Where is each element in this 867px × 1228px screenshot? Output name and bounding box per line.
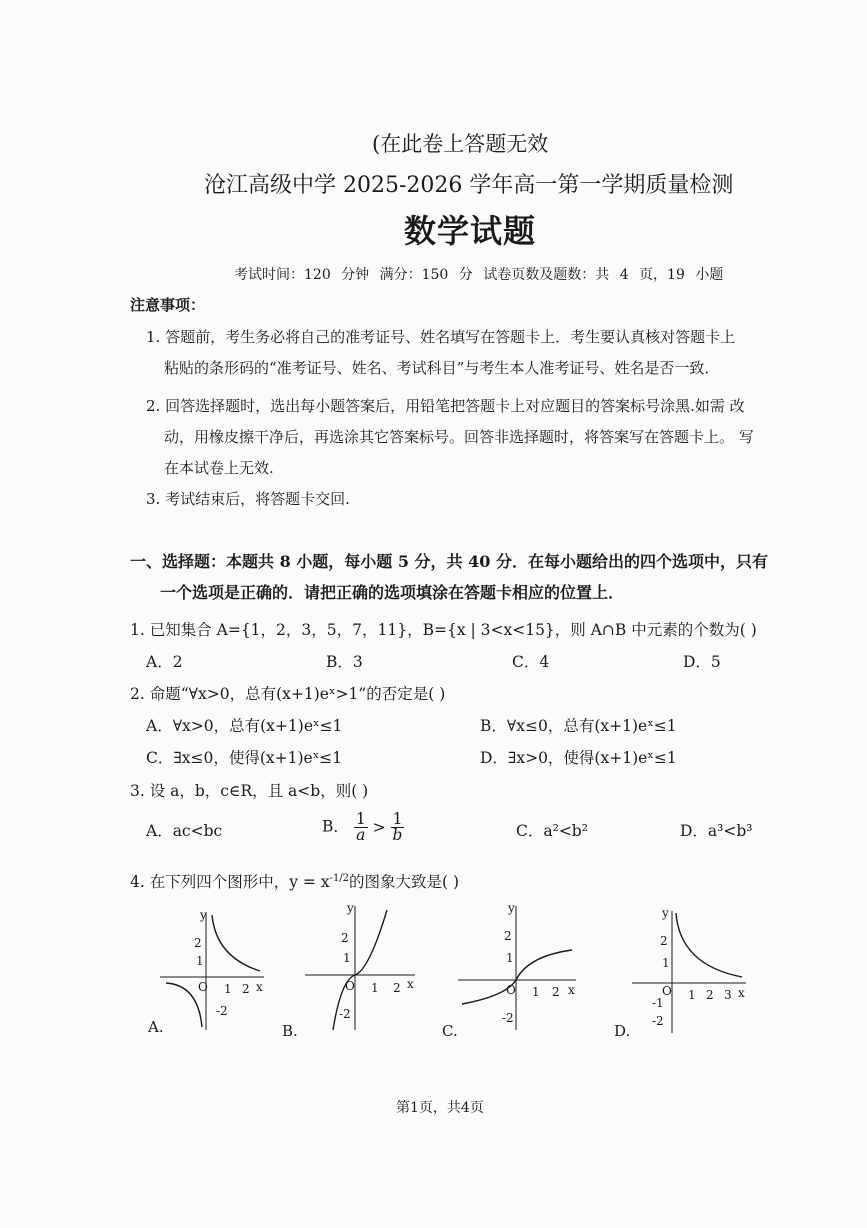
graph-d-x-label: x bbox=[738, 986, 745, 1000]
notice-text: (在此卷上答题无效 bbox=[372, 132, 549, 156]
q2-option-b: B．∀x≤0，总有(x+1)eˣ≤1 bbox=[480, 717, 677, 735]
q2-option-a: A．∀x>0，总有(x+1)eˣ≤1 bbox=[146, 717, 343, 735]
note-item-3: 3. 考试结束后，将答题卡交回. bbox=[146, 490, 350, 508]
q1-option-a: A．2 bbox=[146, 653, 183, 671]
subject-title: 数学试题 bbox=[404, 212, 537, 250]
graph-d-tick-x3: 3 bbox=[724, 988, 732, 1002]
graph-c bbox=[458, 900, 583, 1035]
graph-a-curve-right bbox=[212, 915, 260, 971]
graph-c-origin: O bbox=[506, 983, 516, 997]
graph-b-y-label: y bbox=[347, 901, 354, 915]
exam-title: 沧江高级中学 2025-2026 学年高一第一学期质量检测 bbox=[204, 173, 734, 198]
graph-b-tick-x1: 1 bbox=[371, 981, 379, 995]
graph-c-tick-2: 2 bbox=[504, 929, 512, 943]
graph-a-tick-2: 2 bbox=[194, 936, 202, 950]
graph-d-tick-x1: 1 bbox=[688, 988, 696, 1002]
q3-option-c: C．a²<b² bbox=[516, 822, 588, 840]
q3-option-d: D．a³<b³ bbox=[680, 822, 753, 840]
note-item-2: 2. 回答选择题时，选出每小题答案后，用铅笔把答题卡上对应题目的答案标号涂黑.如需 改 动，用橡皮擦干净后，再选涂其它答案标号。回答非选择题时，将答案写在答题卡上。 写 在本试卷上无效. bbox=[146, 397, 754, 477]
graph-a-label: A. bbox=[148, 1018, 164, 1036]
question-3-stem: 3. 设 a，b，c∈R，且 a<b，则( ) bbox=[130, 782, 369, 800]
graph-d-origin: O bbox=[662, 984, 672, 998]
graph-a-tick-x1: 1 bbox=[224, 982, 232, 996]
graph-a-curve-left bbox=[166, 983, 202, 1027]
page-footer: 第1页，共4页 bbox=[396, 1100, 484, 1116]
graph-d-curve bbox=[676, 913, 742, 977]
graph-d-label: D. bbox=[614, 1022, 631, 1040]
graph-d-tick-neg1: -1 bbox=[652, 996, 664, 1010]
exam-info: 考试时间：120 分钟 满分：150 分 试卷页数及题数：共 4 页，19 小题 bbox=[234, 267, 724, 283]
graph-c-tick-neg2: -2 bbox=[502, 1011, 514, 1025]
graph-c-x-label: x bbox=[568, 983, 575, 997]
q1-option-b: B．3 bbox=[326, 653, 363, 671]
q3-option-b: B． $\frac{1}{a}$ > $\frac{1}{b}$ bbox=[322, 810, 403, 844]
q1-option-c: C．4 bbox=[512, 653, 550, 671]
graph-c-label: C. bbox=[442, 1022, 458, 1040]
graph-a-origin: O bbox=[198, 980, 208, 994]
note-item-1: 1. 答题前，考生务必将自己的准考证号、姓名填写在答题卡上．考生要认真核对答题卡上 粘贴的条形码的“准考证号、姓名、考试科目”与考生本人准考证号、姓名是否一致． bbox=[146, 328, 736, 377]
question-1-stem: 1. 已知集合 A={1，2，3，5，7，11}，B={x | 3<x<15}，则 A∩B 中元素的个数为( ) bbox=[130, 621, 757, 639]
graph-b-tick-x2: 2 bbox=[393, 981, 401, 995]
q1-option-d: D．5 bbox=[683, 653, 721, 671]
graph-d-y-label: y bbox=[662, 906, 669, 920]
graph-c-tick-x1: 1 bbox=[532, 985, 540, 999]
graph-c-tick-x2: 2 bbox=[552, 985, 560, 999]
graph-d-tick-x2: 2 bbox=[706, 988, 714, 1002]
graph-d-tick-2: 2 bbox=[660, 934, 668, 948]
graph-b bbox=[305, 900, 420, 1035]
graph-a bbox=[160, 905, 270, 1035]
question-2-stem: 2. 命题“∀x>0，总有(x+1)eˣ>1”的否定是( ) bbox=[130, 685, 446, 703]
graph-a-y-label: y bbox=[200, 908, 207, 922]
section-heading: 一、选择题：本题共 8 小题，每小题 5 分，共 40 分．在每小题给出的四个选项中，只有 一个选项是正确的．请把正确的选项填涂在答题卡相应的位置上． bbox=[130, 552, 768, 602]
graph-b-tick-1: 1 bbox=[343, 951, 351, 965]
question-4-stem: 4. 在下列四个图形中，$y = x^{-1/2}$的图象大致是( ) bbox=[130, 872, 460, 891]
graph-b-label: B. bbox=[282, 1022, 298, 1040]
q3-option-a: A．ac<bc bbox=[146, 822, 223, 840]
q2-option-d: D．∃x>0，使得(x+1)eˣ≤1 bbox=[480, 749, 677, 767]
graph-a-tick-neg2: -2 bbox=[216, 1004, 228, 1018]
graph-c-y-label: y bbox=[508, 901, 515, 915]
graph-a-x-label: x bbox=[256, 980, 263, 994]
graph-c-tick-1: 1 bbox=[506, 951, 514, 965]
graph-b-tick-neg2: -2 bbox=[339, 1007, 351, 1021]
graph-b-tick-2: 2 bbox=[341, 931, 349, 945]
q2-option-c: C．∃x≤0，使得(x+1)eˣ≤1 bbox=[146, 749, 343, 767]
graph-a-tick-1: 1 bbox=[196, 954, 204, 968]
graph-d-tick-1: 1 bbox=[662, 956, 670, 970]
graph-d-tick-neg2: -2 bbox=[652, 1014, 664, 1028]
notes-heading: 注意事项： bbox=[130, 296, 206, 314]
graph-b-x-label: x bbox=[407, 977, 414, 991]
graph-d bbox=[632, 905, 752, 1035]
graph-a-tick-x2: 2 bbox=[242, 982, 250, 996]
graph-b-origin: O bbox=[345, 979, 355, 993]
